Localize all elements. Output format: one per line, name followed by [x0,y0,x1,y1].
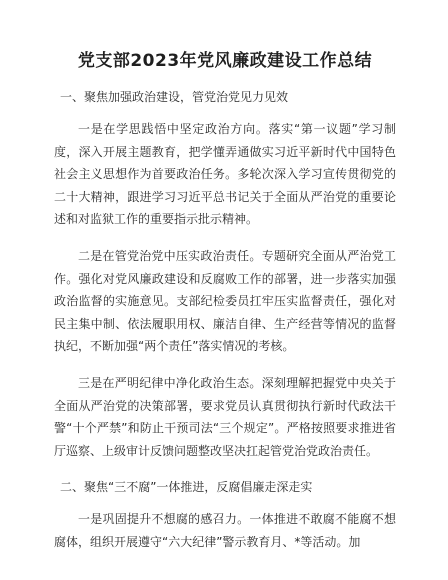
section-heading-2: 二、聚焦“三不腐”一体推进，反腐倡廉走深走实 [60,480,313,495]
document-title: 党支部2023年党风廉政建设工作总结 [77,51,373,71]
paragraph-1: 一是在学思践悟中坚定政治方向。落实“第一议题”学习制度，深入开展主题教育，把学懂弄通做实习近平新时代中国特色社会主义思想作为首要政治任务。多轮次深入学习宣传贯彻党的二十大精神，跟进学习习近平总书记关于全面从严治党的重要论述和对监狱工作的重要指示批示精神。 [54,122,396,227]
paragraph-2: 二是在管党治党中压实政治责任。专题研究全面从严治党工作。强化对党风廉政建设和反腐败工作的部署，进一步落实加强政治监督的实施意见。支部纪检委员扛牢压实监督责任，强化对民主集中制、依法履职用权、廉洁自律、生产经营等情况的监督执纪，不断加强“两个责任”落实情况的考核。 [54,248,396,354]
paragraph-3: 三是在严明纪律中净化政治生态。深刻理解把握党中央关于全面从严治党的决策部署，要求党员认真贯彻执行新时代政法干警“十个严禁”和防止干预司法“三个规定”。严格按照要求推进省厅巡察、上级审计反馈问题整改坚决扛起管党治党政治责任。 [54,375,396,458]
section-heading-1: 一、聚焦加强政治建设，管党治党见力见效 [60,90,289,104]
paragraph-4: 一是巩固提升不想腐的感召力。一体推进不敢腐不能腐不想腐体，组织开展遵守“六大纪律”警示教育月、*等活动。加 [54,512,396,549]
